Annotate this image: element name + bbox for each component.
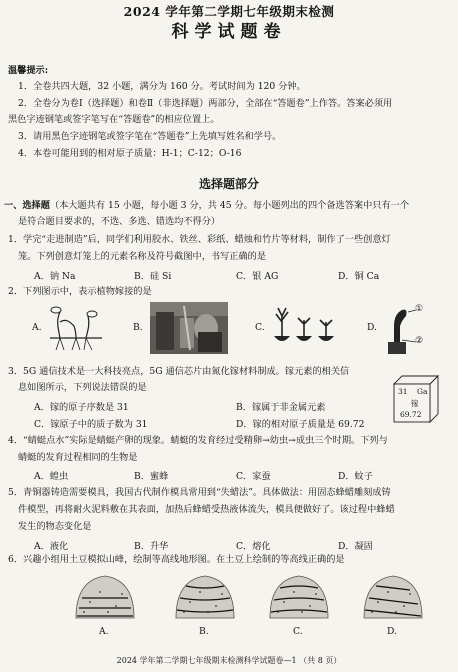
q2-marker-1: ① [415, 303, 424, 314]
element-symbol: Ga [417, 387, 428, 396]
q2-figure-d [382, 300, 418, 356]
q6-potato-b [172, 572, 238, 622]
q2-label-b: B. [133, 322, 143, 333]
q6-stem: 6．兴趣小组用土豆模拟山峰，绘制等高线地形图。在土豆上绘制的等高线正确的是 [8, 554, 345, 565]
q2-label-c: C. [255, 322, 265, 333]
notice-line: 黑色字迹钢笔或签字笔写在“答题卷”的相应位置上。 [8, 114, 220, 125]
exam-subtitle: 科学试题卷 [171, 22, 287, 42]
q3-stem: 3．5G 通信技术是一大科技亮点，5G 通信芯片由氮化镓材料制成。镓元素的相关信 [8, 366, 350, 377]
notice-heading: 温馨提示: [8, 65, 49, 76]
q4-option-d: D．蚊子 [338, 471, 373, 482]
q2-figure-b-photo [150, 302, 228, 354]
q4-option-c: C．家蚕 [236, 471, 271, 482]
notice-line: 3．请用黑色字迹钢笔或签字笔在“答题卷”上先填写姓名和学号。 [18, 131, 282, 142]
q6-label-b: B. [199, 626, 209, 637]
section-title: 选择题部分 [198, 177, 259, 191]
q1-stem-2: 笼。下列创意灯笼上的元素名称及符号截图中，书写正确的是 [18, 251, 267, 262]
q1-stem: 1．学完“走进制造”后，同学们利用胶水、铁丝、彩纸、蜡烛和竹片等材料，制作了一些创意灯 [8, 234, 391, 245]
q3-option-c: C．镓原子中的质子数为 31 [34, 419, 148, 430]
q4-stem: 4．“蜻蜓点水”实际是蜻蜓产卵的现象。蜻蜓的发育经过受精卵→幼虫→成虫三个时期。下列与 [8, 435, 388, 446]
notice-line: 1．全卷共四大题，32 小题，满分为 160 分。考试时间为 120 分钟。 [18, 81, 306, 92]
part1-desc-2: 是符合题目要求的，不选、多选、错选均不得分） [18, 216, 221, 227]
q6-potato-d [360, 572, 426, 622]
element-name: 镓 [411, 399, 419, 408]
q1-option-b: B．硅 Si [134, 271, 172, 282]
exam-title: 2024 学年第二学期七年级期末检测 [123, 4, 335, 19]
q6-potato-a [72, 572, 138, 622]
q3-option-b: B．镓属于非金属元素 [236, 402, 326, 413]
q4-option-a: A．蝗虫 [34, 471, 69, 482]
q5-option-c: C．熔化 [236, 541, 271, 552]
part1-label: 一、选择题 [4, 200, 50, 211]
notice-line: 2．全卷分为卷Ⅰ（选择题）和卷Ⅱ（非选择题）两部分，全部在“答题卷”上作答。答案必须用 [18, 98, 393, 109]
element-mass: 69.72 [400, 410, 422, 419]
q2-marker-2: ② [415, 335, 424, 346]
q5-option-b: B．升华 [134, 541, 169, 552]
q3-stem-2: 息如图所示，下列说法错误的是 [18, 382, 147, 393]
q3-option-d: D．镓的相对原子质量是 69.72 [236, 419, 365, 430]
q2-stem: 2．下列图示中，表示植物嫁接的是 [8, 286, 152, 297]
q3-option-a: A．镓的原子序数是 31 [34, 402, 129, 413]
element-number: 31 [398, 387, 408, 396]
q6-label-a: A. [99, 626, 109, 637]
notice-line: 4．本卷可能用到的相对原子质量：H-1；C-12；O-16 [18, 148, 242, 159]
q5-stem-2: 件模型，再将耐火泥料敷在其表面，加热后蜂蜡受热液体流失，模具便做好了。该过程中蜂蜡 [18, 504, 395, 515]
q5-option-d: D．凝固 [338, 541, 373, 552]
q2-figure-a [46, 300, 104, 355]
q1-option-a: A．钠 Na [34, 271, 76, 282]
q2-label-a: A. [32, 322, 42, 333]
q2-figure-c [268, 302, 338, 350]
q5-option-a: A．液化 [34, 541, 69, 552]
q6-label-c: C. [293, 626, 303, 637]
q2-label-d: D. [367, 322, 377, 333]
q4-option-b: B．蜜蜂 [134, 471, 169, 482]
q6-potato-c [266, 572, 332, 622]
q1-option-d: D．铜 Ca [338, 271, 380, 282]
part1-desc [4, 199, 409, 212]
q1-option-c: C．银 AG [236, 271, 279, 282]
q5-stem-3: 发生的物态变化是 [18, 521, 92, 532]
part1-desc-1: （本大题共有 15 小题，每小题 3 分，共 45 分。每小题列出的四个备选答案中只有一个 [49, 200, 410, 211]
page-footer: 2024 学年第二学期七年级期末检测科学试题卷—1 （共 8 页） [116, 656, 342, 665]
q4-stem-2: 蜻蜓的发育过程相同的生物是 [18, 452, 138, 463]
q6-label-d: D. [387, 626, 397, 637]
q5-stem: 5．青铜器铸造需要模具，我国古代制作模具常用到“失蜡法”。具体做法：用固态蜂蜡雕刻成铸 [8, 487, 391, 498]
